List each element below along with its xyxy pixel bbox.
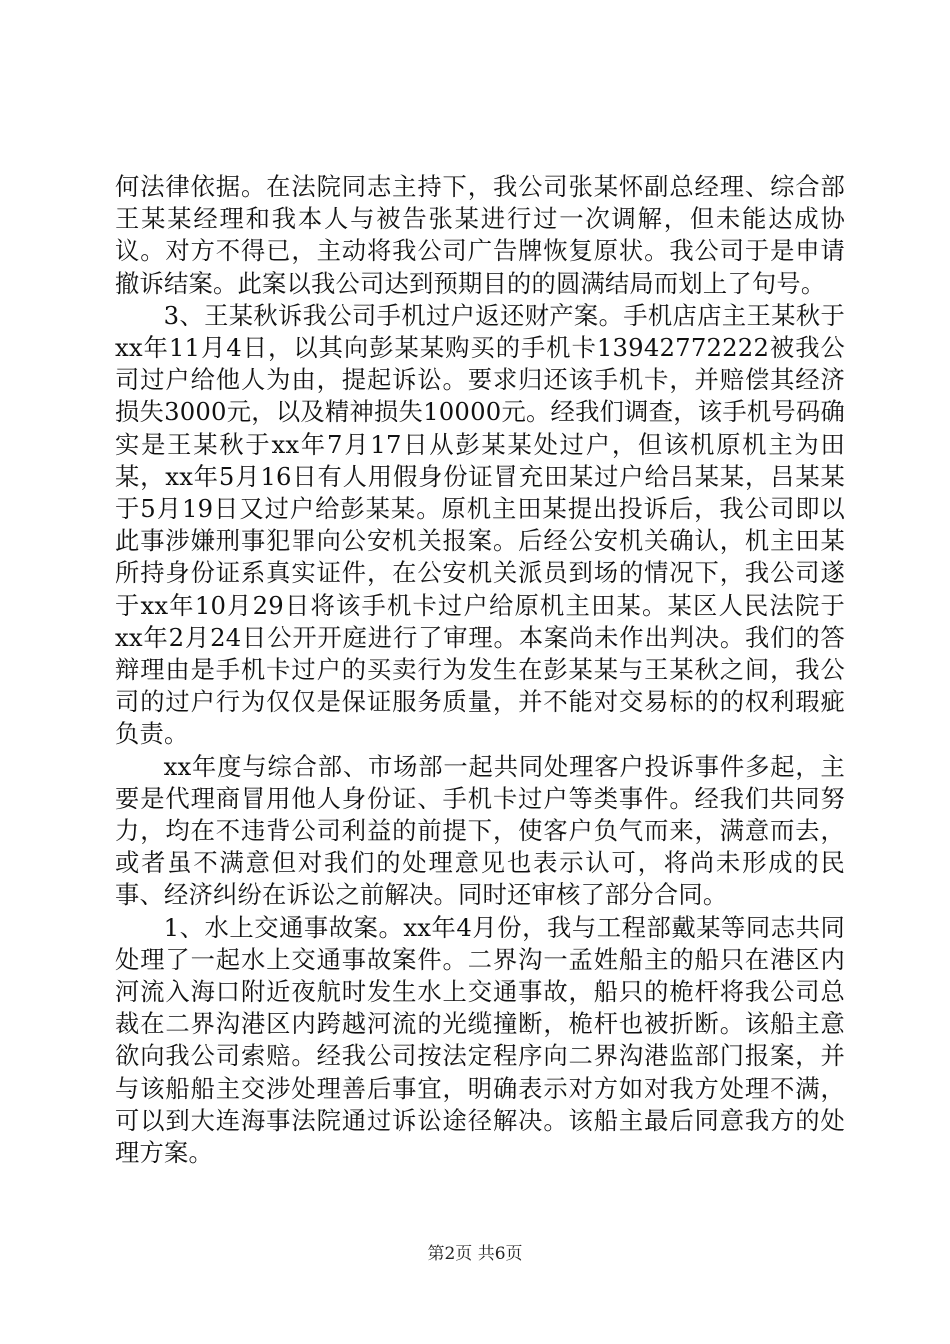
paragraph-2: 3、王某秋诉我公司手机过户返还财产案。手机店店主王某秋于xx年11月4日，以其向彭某某购买的手机卡13942772222被我公司过户给他人为由，提起诉讼。要求归还该手机卡，并赔偿其经济损失3000元，以及精神损失10000元。经我们调查，该手机号码确实是王某秋于xx年7月17日从彭某某处过户，但该机原机主为田某，xx年5月16日有人用假身份证冒充田某过户给吕某某，吕某某于5月19日又过户给彭某某。原机主田某提出投诉后，我公司即以此事涉嫌刑事犯罪向公安机关报案。后经公安机关确认，机主田某所持身份证系真实证件，在公安机关派员到场的情况下，我公司遂于xx年10月29日将该手机卡过户给原机主田某。某区人民法院于xx年2月24日公开开庭进行了审理。本案尚未作出判决。我们的答辩理由是手机卡过户的买卖行为发生在彭某某与王某秋之间，我公司的过户行为仅仅是保证服务质量，并不能对交易标的的权利瑕疵负责。 (115, 300, 845, 749)
page-number-label: 第2页 共6页 (427, 1244, 523, 1264)
document-body (115, 171, 845, 1169)
paragraph-1: 何法律依据。在法院同志主持下，我公司张某怀副总经理、综合部王某某经理和我本人与被告张某进行过一次调解，但未能达成协议。对方不得已，主动将我公司广告牌恢复原状。我公司于是申请撤诉结案。此案以我公司达到预期目的的圆满结局而划上了句号。 (115, 172, 845, 298)
page-footer (0, 1243, 950, 1265)
paragraph-3: xx年度与综合部、市场部一起共同处理客户投诉事件多起，主要是代理商冒用他人身份证、手机卡过户等类事件。经我们共同努力，均在不违背公司利益的前提下，使客户负气而来，满意而去，或者虽不满意但对我们的处理意见也表示认可，将尚未形成的民事、经济纠纷在诉讼之前解决。同时还审核了部分合同。 (115, 751, 845, 910)
paragraph-4: 1、水上交通事故案。xx年4月份，我与工程部戴某等同志共同处理了一起水上交通事故案件。二界沟一孟姓船主的船只在港区内河流入海口附近夜航时发生水上交通事故，船只的桅杆将我公司总裁在二界沟港区内跨越河流的光缆撞断，桅杆也被折断。该船主意欲向我公司索赔。经我公司按法定程序向二界沟港监部门报案，并与该船船主交涉处理善后事宜，明确表示对方如对我方处理不满，可以到大连海事法院通过诉讼途径解决。该船主最后同意我方的处理方案。 (115, 912, 845, 1168)
